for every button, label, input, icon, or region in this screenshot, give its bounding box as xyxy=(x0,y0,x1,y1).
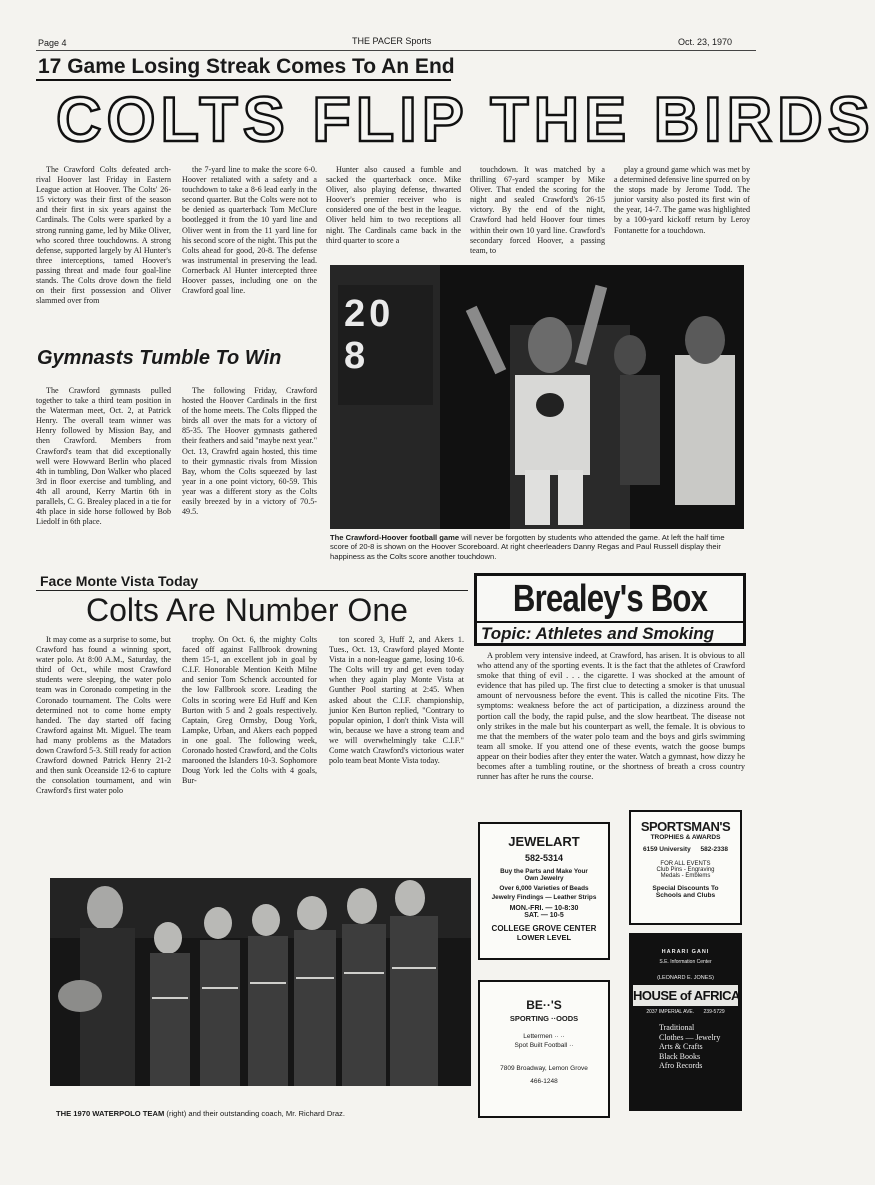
bensons-address: 7809 Broadway, Lemon Grove xyxy=(500,1065,588,1072)
africa-list xyxy=(631,1023,740,1071)
sportsmans-phone: 582-2338 xyxy=(700,846,728,853)
issue-date: Oct. 23, 1970 xyxy=(678,37,733,47)
brealey-topic: Topic: Athletes and Smoking xyxy=(481,624,714,643)
waterpolo-kicker: Face Monte Vista Today xyxy=(40,573,199,589)
page-number: Page 4 xyxy=(38,38,67,48)
brealey-box xyxy=(474,573,746,646)
sportsmans-name: SPORTSMAN'S xyxy=(640,819,731,834)
sportsmans-sub: TROPHIES & AWARDS xyxy=(650,834,721,841)
africa-top: HARARI GANI xyxy=(661,949,710,955)
bensons-name: BE··'S xyxy=(526,998,562,1012)
africa-line1: Traditional xyxy=(659,1023,695,1032)
top-kicker: 17 Game Losing Streak Comes To An End xyxy=(38,55,455,78)
jewelart-location2: LOWER LEVEL xyxy=(516,933,572,942)
sportsmans-line3: Medals - Emblems xyxy=(660,873,711,879)
sportsmans-line2: Club Pins - Engraving xyxy=(656,867,715,873)
bensons-phone: 466-1248 xyxy=(530,1078,558,1085)
waterpolo-headline: Colts Are Number One xyxy=(86,592,408,628)
jewelart-phone: 582-5314 xyxy=(524,853,564,863)
waterpolo-kicker-rule xyxy=(36,590,468,591)
jewelart-line1: Buy the Parts and Make Your Own Jewelry xyxy=(500,868,588,882)
waterpolo-col1: It may come as a surprise to some, but Crawford has found a winning sport, water polo. At 8:00 A.M., Saturday, the third of Oct., while most Crawford students were sleeping, the water polo team was in Coronado competing in the Coronado tournament. The Colts were determined not to come home empty handed. The day started off facing Crawford against Mt. Miguel. The team had many problems as the Matadors down Crawford 5-3. Still ready for action Crawford downed Patrick Henry 21-2 and then sunk Oceanside 12-6 to capture the consolation tournament, and win Crawford's first water polo xyxy=(36,635,171,796)
gymnasts-col2: The following Friday, Crawford hosted the Hoover Cardinals in the first of the home meets. The Colts flipped the birds all over the mats for a victory of 85-35. The Hoover gymnasts gathered their feathers and said "maybe next year." Oct. 13, Crawfrd again hosted, this time to their gymnastic rivals from Mission Bay, whom the Colts squeezed by last year in a one point victory, 60-59. This year was a different story as the Colts easily breezed by in a victory of 70.5-49.5. xyxy=(182,386,317,517)
africa-line5: Afro Records xyxy=(659,1061,703,1070)
brealey-title: Brealey's Box xyxy=(512,578,708,620)
bensons-line2: Spot Built Football ·· xyxy=(514,1042,574,1049)
jewelart-location1: COLLEGE GROVE CENTER xyxy=(491,924,597,933)
sportsmans-address-line xyxy=(631,846,740,853)
top-story-col5: play a ground game which was met by a determined defensive line spurred on by the stops made by Jerome Todd. The junior varsity also posted its first win of the year, 14-7. The game was highlighted by a 100-yard kickoff return by Leroy Fontanette for a touchdown. xyxy=(614,165,750,235)
jewelart-line2: Over 6,000 Varieties of Beads xyxy=(499,885,589,892)
gymnasts-col1: The Crawford gymnasts pulled together to take a third team position in the Waterman meet, Oct. 2, at Patrick Henry. The overall team winner was Henry followed by Mission Bay, and then Crawford. Members from Crawford's team that did exceptionally well were Howward Berlin who placed 4th in tumbling, Don Walker who placed 3rd in floor exercise and tumbling, and 4th all around, Kerry Martin 6th in parallels, C. G. Brealey placed in a tie for 4th place in side horse followed by Bob Liedolf in 6th place. xyxy=(36,386,171,527)
top-story-col2: the 7-yard line to make the score 6-0. Hoover retaliated with a safety and a touchdown to take a 8-6 lead early in the second quarter. But the Colts were not to be denied as quarterback Tom McClure bootlegged it from the 10 yard line and Oliver went in from the 11 yard line for his second score of the night. This put the Colts ahead for good, 20-8. The defense was instrumental in preserving the lead. Cornerback Al Hunter intercepted three Hoover passes, including one on the Crawford goal line. xyxy=(182,165,317,296)
header-rule xyxy=(36,50,756,51)
waterpolo-photo xyxy=(50,878,471,1086)
waterpolo-col2: trophy. On Oct. 6, the mighty Colts faced off against Fallbrook drowning them 15-1, an excellent job in goal by C.I.F. Honorable Mention Keith Milne and senior Tom Schenck accounted for the low Fallbrook score. Leading the Colts in scoring were Ed Huff and Ken Burton with 5 and 2 goals respectively. Captain, Greg Ormsby, Doug York, Lampke, Urban, and Akers each popped in one goal. The following week, Coronado hosted Crawford, and the Colts marooned the Islanders 10-3. Sophomore Doug York led the Colts with 4 goals, Bur- xyxy=(182,635,317,786)
africa-address: 2037 IMPERIAL AVE. xyxy=(646,1009,695,1015)
africa-line3: Arts & Crafts xyxy=(659,1042,703,1051)
brealey-rule xyxy=(477,621,743,623)
bensons-ad xyxy=(478,980,610,1118)
africa-line2: Clothes — Jewelry xyxy=(659,1032,721,1042)
waterpolo-photo-image xyxy=(50,878,471,1086)
jewelart-hours1: MON.-FRI. — 10-8:30 xyxy=(509,905,579,912)
africa-owner: (LEONARD E. JONES) xyxy=(657,975,714,981)
africa-phone: 239-5729 xyxy=(703,1009,725,1015)
football-caption: The Crawford-Hoover football game will never be forgotten by students who attended the game. At left the half time score of 20-8 is shown on the Hoover Scoreboard. At right cheerleaders Danny Regas and Paul Russell display their happiness as the Colts score another touchdown. xyxy=(330,533,725,561)
top-story-col4: touchdown. It was matched by a thrilling 67-yard scamper by Mike Oliver. That ended the scoring for the night and sealed Crawford's 26-15 victory. By the end of the night, Crawford had held Hoover four times within their own 10 yard line. Crawford's secondary forced Hoover, a passing team, to xyxy=(470,165,605,255)
sportsmans-address: 6159 University xyxy=(643,846,691,853)
africa-ad xyxy=(629,933,742,1111)
gymnasts-headline: Gymnasts Tumble To Win xyxy=(37,347,282,369)
sportsmans-line4: Special Discounts To Schools and Clubs xyxy=(652,885,719,899)
top-story-col3: Hunter also caused a fumble and sacked the quarterback once. Mike Oliver, also playing defense, thwarted Hoover's premier receiver who is considered one of the best in the league. Oliver held him to two receptions all night. The Cardinals came back in the third quarter to score a xyxy=(326,165,461,245)
jewelart-hours2: SAT. — 10-5 xyxy=(524,912,564,919)
scoreboard-numbers: 20 8 xyxy=(344,293,395,377)
africa-line4: Black Books xyxy=(659,1051,701,1061)
sportsmans-ad xyxy=(629,810,742,925)
paper-name: THE PACER Sports xyxy=(352,36,432,46)
bensons-sub: SPORTING ··OODS xyxy=(509,1014,579,1023)
bensons-line1: Lettermen ·· ·· xyxy=(523,1033,565,1040)
football-photo xyxy=(330,265,744,529)
main-headline: COLTS FLIP THE BIRDS xyxy=(56,85,875,155)
top-story-col1: The Crawford Colts defeated arch-rival Hoover last Friday in Eastern League action at Hoover. The Colts' 26-15 victory was their first of the season and their first in six years against the Cardinals. The Colts were sparked by a strong running game, led by Mike Oliver, who scored three touchdowns. A strong defense, supported largely by Al Hunter's three interceptions, tamed Hoover's passing threat and made four goal-line stands. The Colts drove down the field on their first possession and Oliver slammed over from xyxy=(36,165,171,306)
waterpolo-col3: ton scored 3, Huff 2, and Akers 1. Tues., Oct. 13, Crawford played Monte Vista in a non-league game, losing 10-6. The Colts will try and get even today when they again play Monte Vista at Gunther Pool starting at 2:45. When asked about the C.I.F. championship, junior Ken Burton replied, "Contrary to popular opinion, I don't think Vista will win, because we have a strong team and we will overwhelmingly take C.I.F." Come watch Crawford's victorious water polo team beat Monte Vista today. xyxy=(329,635,464,766)
waterpolo-caption: THE 1970 WATERPOLO TEAM (right) and their outstanding coach, Mr. Richard Draz. xyxy=(56,1109,345,1118)
africa-name: HOUSE of AFRICA xyxy=(633,985,738,1006)
brealey-body: A problem very intensive indeed, at Crawford, has arisen. It is obvious to all who attend any of the sporting events. It is the fact that the athletes of Crawford smoke that thing of evil . . . the cigarette. I was shocked at the amount of evidence that has piled up. The first clue to detecting a smoker is that unusual amount of nervousness before the event. This is called the nicotine Fits. The symptoms: weakness before the act of participation, a dizziness around the portion call the body, the rapid pulse, and the slow heartbeat. The disease not only strikes in the male but his counterpart as well, the female. It is obvious to me that the members of the water polo team and the boys and girls swimming team all smoke. If you attend one of these events, watch the goose bumps appear on their bodies after they enter the water. Watch a gymnast, how dizzy he becomes after a tumbling routine, or the shortness of breath a cross country runner has after he runs the course. xyxy=(477,651,745,782)
jewelart-ad xyxy=(478,822,610,960)
sportsmans-line1: FOR ALL EVENTS xyxy=(660,861,711,867)
africa-top2: S.E. Information Center xyxy=(659,959,712,965)
jewelart-line3: Jewelry Findings — Leather Strips xyxy=(491,894,597,901)
africa-address-line xyxy=(631,1009,740,1015)
jewelart-name: JEWELART xyxy=(508,834,580,849)
